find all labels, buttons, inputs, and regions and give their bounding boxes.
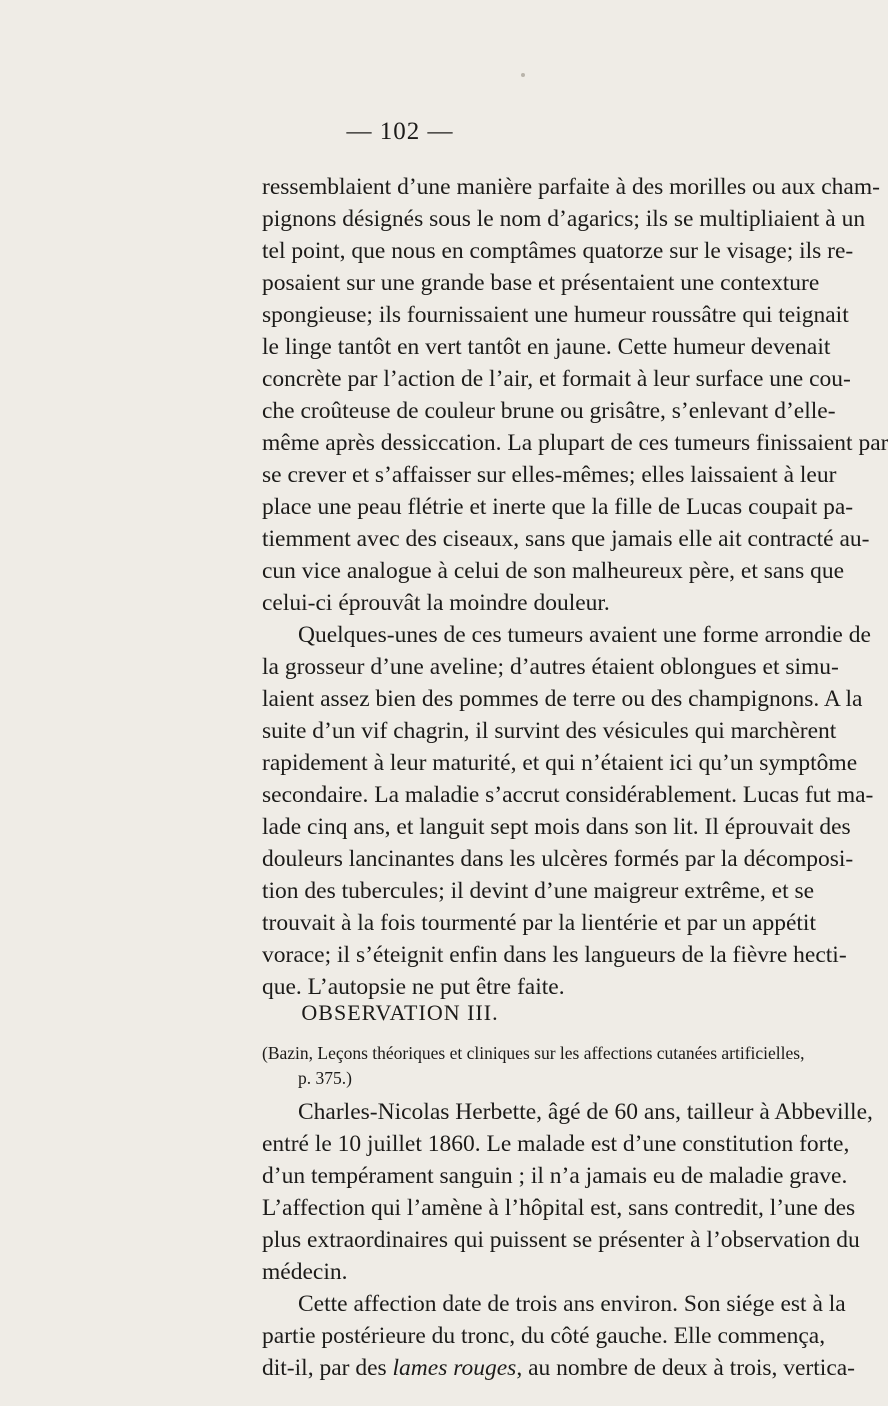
paper-speck bbox=[521, 73, 525, 77]
text-line: spongieuse; ils fournissaient une humeur roussâtre qui teignait bbox=[262, 302, 849, 328]
text-line: laient assez bien des pommes de terre ou des champignons. A la bbox=[262, 686, 863, 712]
text-line: d’un tempérament sanguin ; il n’a jamais eu de maladie grave. bbox=[262, 1163, 848, 1189]
text-line: cun vice analogue à celui de son malheureux père, et sans que bbox=[262, 558, 845, 584]
page-number: — 102 — bbox=[346, 118, 454, 145]
paragraph-1 bbox=[262, 171, 888, 619]
text-line: dit-il, par des lames rouges, au nombre de deux à trois, vertica- bbox=[262, 1355, 856, 1381]
text-line: lade cinq ans, et languit sept mois dans son lit. Il éprouvait des bbox=[262, 814, 851, 840]
text-line: que. L’autopsie ne put être faite. bbox=[262, 974, 565, 1000]
text-line: le linge tantôt en vert tantôt en jaune. Cette humeur devenait bbox=[262, 334, 831, 360]
citation bbox=[262, 1041, 805, 1091]
text-line: L’affection qui l’amène à l’hôpital est, sans contredit, l’une des bbox=[262, 1195, 856, 1221]
text-line: se crever et s’affaisser sur elles-mêmes; elles laissaient à leur bbox=[262, 462, 837, 488]
text-line: tion des tubercules; il devint d’une maigreur extrême, et se bbox=[262, 878, 815, 904]
text-line: tiemment avec des ciseaux, sans que jamais elle ait contracté au- bbox=[262, 526, 870, 552]
text-line: pignons désignés sous le nom d’agarics; ils se multipliaient à un bbox=[262, 206, 866, 232]
text-line: plus extraordinaires qui puissent se présenter à l’observation du bbox=[262, 1227, 860, 1253]
text-line: rapidement à leur maturité, et qui n’étaient ici qu’un symptôme bbox=[262, 750, 858, 776]
text-line: entré le 10 juillet 1860. Le malade est d’une constitution forte, bbox=[262, 1131, 850, 1157]
text-line: concrète par l’action de l’air, et formait à leur surface une cou- bbox=[262, 366, 851, 392]
text-line: posaient sur une grande base et présentaient une contexture bbox=[262, 270, 820, 296]
text-line: même après dessiccation. La plupart de ces tumeurs finissaient par bbox=[262, 430, 888, 456]
paragraph-3 bbox=[262, 1096, 873, 1288]
text-line: trouvait à la fois tourmenté par la lientérie et par un appétit bbox=[262, 910, 816, 936]
text-line: Cette affection date de trois ans environ. Son siége est à la bbox=[298, 1291, 846, 1317]
text-line: Quelques-unes de ces tumeurs avaient une forme arrondie de bbox=[298, 622, 871, 648]
paragraph-4 bbox=[262, 1288, 856, 1384]
text-line: Charles-Nicolas Herbette, âgé de 60 ans, tailleur à Abbeville, bbox=[298, 1099, 873, 1125]
citation-line: p. 375.) bbox=[298, 1068, 352, 1088]
citation-line: (Bazin, Leçons théoriques et cliniques sur les affections cutanées artificielles, bbox=[262, 1043, 805, 1063]
text-line: che croûteuse de couleur brune ou grisâtre, s’enlevant d’elle- bbox=[262, 398, 836, 424]
text-line: suite d’un vif chagrin, il survint des vésicules qui marchèrent bbox=[262, 718, 837, 744]
text-line: place une peau flétrie et inerte que la fille de Lucas coupait pa- bbox=[262, 494, 854, 520]
text-line: secondaire. La maladie s’accrut considérablement. Lucas fut ma- bbox=[262, 782, 874, 808]
text-line: tel point, que nous en comptâmes quatorze sur le visage; ils re- bbox=[262, 238, 854, 264]
text-line: la grosseur d’une aveline; d’autres étaient oblongues et simu- bbox=[262, 654, 839, 680]
text-line: partie postérieure du tronc, du côté gauche. Elle commença, bbox=[262, 1323, 826, 1349]
text-line: ressemblaient d’une manière parfaite à des morilles ou aux cham- bbox=[262, 174, 880, 200]
paragraph-2 bbox=[262, 619, 874, 1003]
text-line: vorace; il s’éteignit enfin dans les langueurs de la fièvre hecti- bbox=[262, 942, 847, 968]
text-line: médecin. bbox=[262, 1259, 348, 1285]
text-line: celui-ci éprouvât la moindre douleur. bbox=[262, 590, 610, 616]
italic-phrase: lames rouges bbox=[392, 1355, 517, 1381]
text-line: douleurs lancinantes dans les ulcères formés par la décomposi- bbox=[262, 846, 854, 872]
observation-title: OBSERVATION III. bbox=[301, 1000, 499, 1025]
